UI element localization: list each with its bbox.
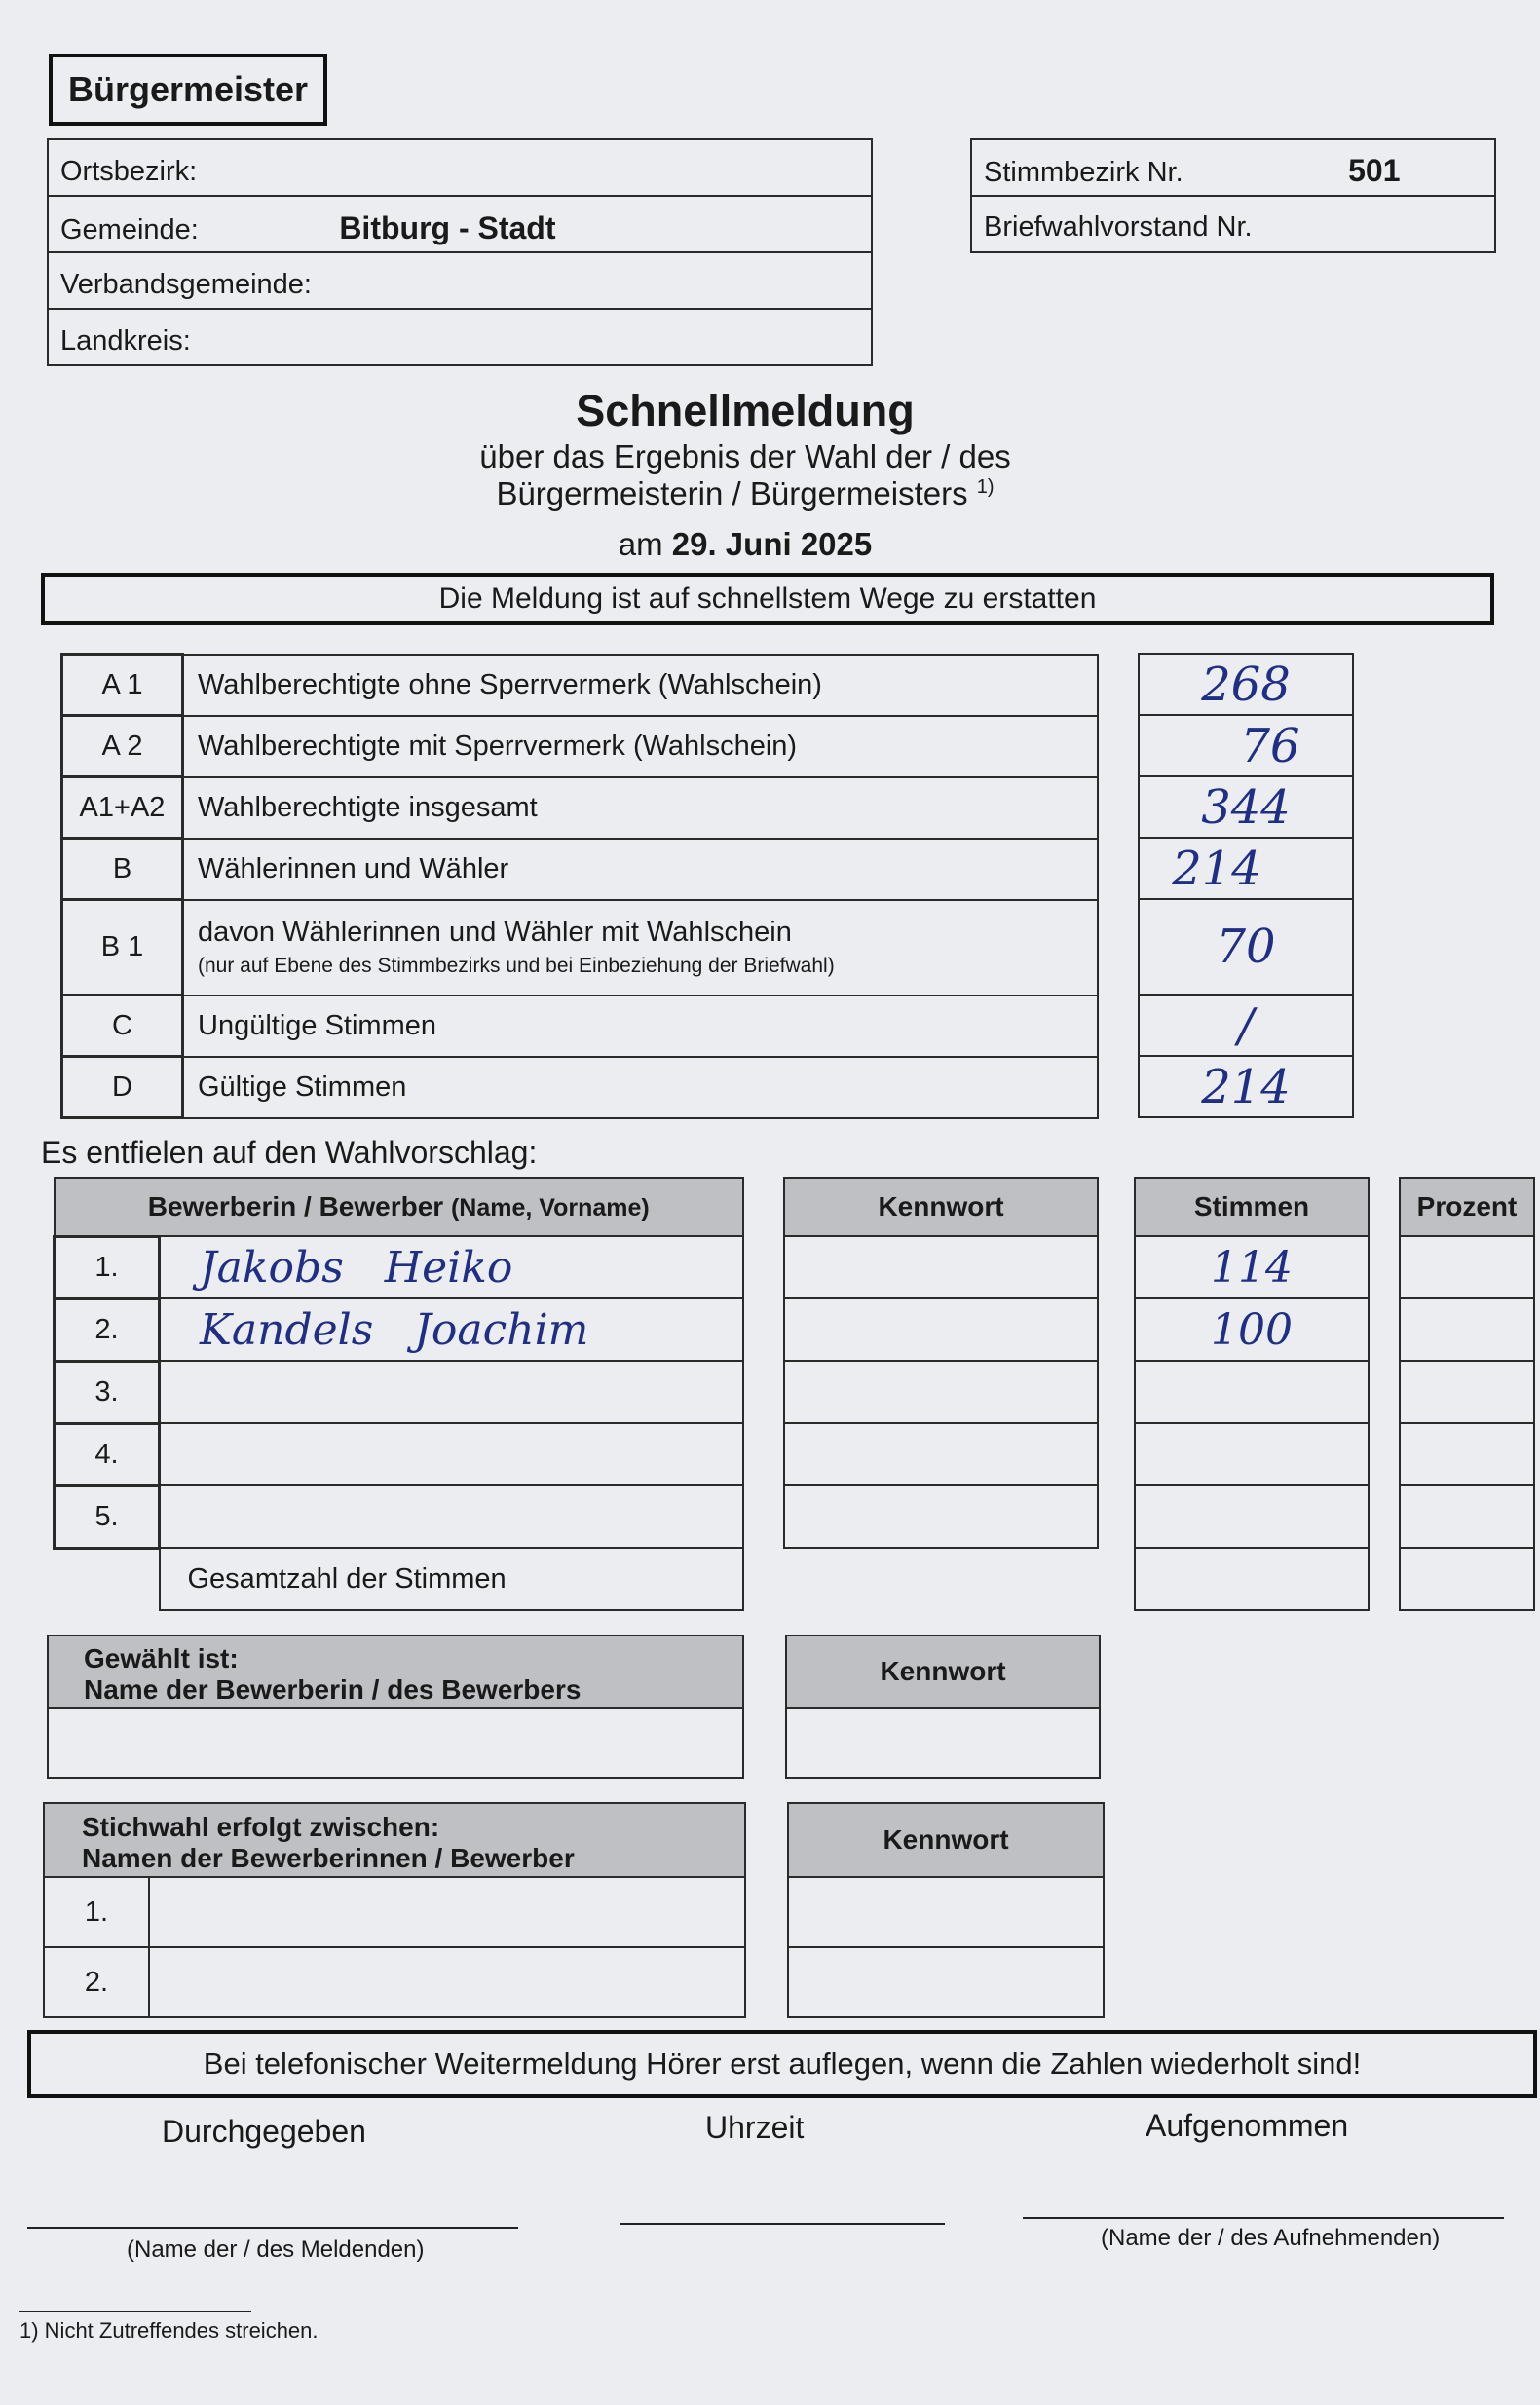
title-date-line bbox=[292, 526, 1198, 563]
count-label-cell bbox=[183, 900, 1099, 996]
title-line2-text: Bürgermeisterin / Bürgermeisters bbox=[496, 475, 968, 511]
page-title: Schnellmeldung bbox=[576, 386, 915, 435]
elected-kennwort-table bbox=[785, 1635, 1101, 1779]
footnote-divider bbox=[19, 2311, 251, 2312]
footnote: 1) Nicht Zutreffendes streichen. bbox=[19, 2318, 319, 2343]
elected-name-cell[interactable] bbox=[48, 1708, 743, 1778]
count-label: Ungültige Stimmen bbox=[183, 996, 1099, 1057]
total-label: Gesamtzahl der Stimmen bbox=[160, 1548, 744, 1610]
candidates-header bbox=[55, 1178, 744, 1236]
receiver-signature-line[interactable] bbox=[1023, 2217, 1504, 2219]
notice-bottom-text: Bei telefonischer Weitermeldung Hörer erst auflegen, wenn die Zahlen wiederholt sind! bbox=[203, 2047, 1362, 2081]
count-code: C bbox=[62, 996, 183, 1057]
runoff-table bbox=[43, 1802, 746, 2018]
prozent-cell[interactable] bbox=[1400, 1298, 1534, 1361]
count-row bbox=[62, 777, 1099, 839]
title-line1: über das Ergebnis der Wahl der / des bbox=[479, 438, 1011, 474]
candidates-table bbox=[53, 1177, 744, 1611]
runoff-kennwort-header: Kennwort bbox=[788, 1803, 1104, 1877]
district-row bbox=[971, 139, 1495, 196]
elected-header bbox=[48, 1635, 743, 1708]
stimmbezirk-value: 501 bbox=[1348, 152, 1401, 188]
runoff-no: 1. bbox=[44, 1877, 149, 1947]
runoff-subtitle: Namen der Bewerberinnen / Bewerber bbox=[82, 1843, 575, 1873]
district-label: Briefwahlvorstand Nr. bbox=[984, 210, 1253, 243]
counts-table bbox=[60, 653, 1099, 1119]
count-label: Wahlberechtigte mit Sperrvermerk (Wahlschein) bbox=[183, 716, 1099, 777]
prozent-cell[interactable] bbox=[1400, 1236, 1534, 1298]
candidate-name[interactable]: Jakobs Heiko bbox=[160, 1236, 744, 1298]
time-line[interactable] bbox=[620, 2223, 945, 2225]
title-line2 bbox=[292, 475, 1198, 512]
stimmen-cell[interactable]: 100 bbox=[1135, 1298, 1369, 1361]
candidate-name[interactable] bbox=[160, 1485, 744, 1548]
runoff-kennwort-table bbox=[787, 1802, 1105, 2018]
stimmen-cell[interactable]: 114 bbox=[1135, 1236, 1369, 1298]
date-prefix: am bbox=[618, 526, 663, 562]
candidate-name[interactable] bbox=[160, 1423, 744, 1485]
stimmen-total-cell[interactable] bbox=[1135, 1548, 1369, 1610]
count-label: Wahlberechtigte ohne Sperrvermerk (Wahlschein) bbox=[183, 655, 1099, 716]
location-label: Ortsbezirk: bbox=[60, 155, 198, 187]
notice-top bbox=[41, 573, 1494, 625]
count-value[interactable]: 344 bbox=[1139, 776, 1353, 838]
candidate-no: 5. bbox=[55, 1485, 160, 1548]
candidate-name[interactable]: Kandels Joachim bbox=[160, 1298, 744, 1361]
candidate-no: 3. bbox=[55, 1361, 160, 1423]
runoff-kennwort-cell[interactable] bbox=[788, 1947, 1104, 2017]
prozent-cell[interactable] bbox=[1400, 1361, 1534, 1423]
count-code: A 2 bbox=[62, 716, 183, 777]
candidate-row bbox=[55, 1361, 744, 1423]
count-label: davon Wählerinnen und Wähler mit Wahlschein bbox=[198, 917, 792, 948]
runoff-row bbox=[44, 1877, 745, 1947]
col-prozent: Prozent bbox=[1400, 1178, 1534, 1236]
prozent-total-cell[interactable] bbox=[1400, 1548, 1534, 1610]
kennwort-cell[interactable] bbox=[784, 1361, 1098, 1423]
col-stimmen: Stimmen bbox=[1135, 1178, 1369, 1236]
kennwort-cell[interactable] bbox=[784, 1298, 1098, 1361]
stimmen-cell[interactable] bbox=[1135, 1361, 1369, 1423]
runoff-kennwort-cell[interactable] bbox=[788, 1877, 1104, 1947]
candidate-no: 1. bbox=[55, 1236, 160, 1298]
elected-kennwort-cell[interactable] bbox=[786, 1708, 1100, 1778]
gemeinde-value: Bitburg - Stadt bbox=[339, 209, 556, 245]
count-code: A1+A2 bbox=[62, 777, 183, 839]
stimmen-cell[interactable] bbox=[1135, 1423, 1369, 1485]
prozent-cell[interactable] bbox=[1400, 1485, 1534, 1548]
kennwort-table bbox=[783, 1177, 1099, 1549]
count-code: D bbox=[62, 1057, 183, 1118]
col-name-label: Bewerberin / Bewerber bbox=[147, 1190, 444, 1221]
counts-values-table bbox=[1138, 653, 1354, 1118]
elected-table bbox=[47, 1635, 744, 1779]
receiver-caption: (Name der / des Aufnehmenden) bbox=[1101, 2225, 1441, 2251]
count-value[interactable]: 214 bbox=[1139, 838, 1353, 899]
elected-subtitle: Name der Bewerberin / des Bewerbers bbox=[84, 1674, 582, 1705]
kennwort-cell[interactable] bbox=[784, 1485, 1098, 1548]
role-title: Bürgermeister bbox=[67, 69, 309, 109]
count-value[interactable]: 214 bbox=[1139, 1056, 1353, 1117]
uhrzeit-label: Uhrzeit bbox=[705, 2110, 805, 2145]
candidate-row bbox=[55, 1298, 744, 1361]
col-name-suffix: (Name, Vorname) bbox=[450, 1193, 650, 1221]
runoff-row bbox=[44, 1947, 745, 2017]
elected-kennwort-header: Kennwort bbox=[786, 1635, 1100, 1708]
count-sublabel: (nur auf Ebene des Stimmbezirks und bei Einbeziehung der Briefwahl) bbox=[198, 955, 835, 977]
district-table bbox=[970, 138, 1496, 253]
candidate-row bbox=[55, 1236, 744, 1298]
district-row bbox=[971, 196, 1495, 252]
runoff-name-cell[interactable] bbox=[149, 1877, 745, 1947]
count-row bbox=[62, 716, 1099, 777]
votes-intro: Es entfielen auf den Wahlvorschlag: bbox=[41, 1135, 538, 1170]
role-box bbox=[49, 54, 327, 126]
stimmen-table bbox=[1134, 1177, 1370, 1611]
col-kennwort: Kennwort bbox=[784, 1178, 1098, 1236]
title-block bbox=[292, 386, 1198, 563]
location-table bbox=[47, 138, 873, 366]
location-label: Landkreis: bbox=[60, 324, 191, 357]
count-row bbox=[62, 996, 1099, 1057]
stimmen-cell[interactable] bbox=[1135, 1485, 1369, 1548]
elected-title: Gewählt ist: bbox=[84, 1643, 239, 1673]
count-value[interactable]: 70 bbox=[1139, 899, 1353, 995]
runoff-name-cell[interactable] bbox=[149, 1947, 745, 2017]
prozent-table bbox=[1399, 1177, 1535, 1611]
count-code: A 1 bbox=[62, 655, 183, 716]
candidate-row bbox=[55, 1423, 744, 1485]
candidate-no: 4. bbox=[55, 1423, 160, 1485]
location-row bbox=[48, 196, 872, 252]
kennwort-cell[interactable] bbox=[784, 1423, 1098, 1485]
sender-caption: (Name der / des Meldenden) bbox=[127, 2236, 425, 2263]
count-label: Wahlberechtigte insgesamt bbox=[183, 777, 1099, 839]
district-label: Stimmbezirk Nr. bbox=[984, 156, 1183, 188]
notice-top-text: Die Meldung ist auf schnellstem Wege zu erstatten bbox=[438, 582, 1097, 615]
count-value[interactable]: 76 bbox=[1139, 715, 1353, 776]
notice-bottom bbox=[27, 2030, 1537, 2098]
footnote-ref: 1) bbox=[976, 476, 995, 498]
election-date: 29. Juni 2025 bbox=[671, 526, 873, 562]
runoff-header bbox=[44, 1803, 745, 1877]
location-row bbox=[48, 252, 872, 309]
count-code: B bbox=[62, 839, 183, 900]
runoff-no: 2. bbox=[44, 1947, 149, 2017]
count-code: B 1 bbox=[62, 900, 183, 996]
candidate-no: 2. bbox=[55, 1298, 160, 1361]
count-row bbox=[62, 839, 1099, 900]
count-value[interactable]: / bbox=[1139, 995, 1353, 1056]
count-row bbox=[62, 655, 1099, 716]
candidate-row bbox=[55, 1485, 744, 1548]
count-row bbox=[62, 1057, 1099, 1118]
sender-signature-line[interactable] bbox=[27, 2227, 518, 2229]
location-label: Gemeinde: bbox=[60, 213, 199, 245]
prozent-cell[interactable] bbox=[1400, 1423, 1534, 1485]
count-value[interactable]: 268 bbox=[1139, 654, 1353, 715]
location-row bbox=[48, 139, 872, 196]
location-row bbox=[48, 309, 872, 365]
candidate-name[interactable] bbox=[160, 1361, 744, 1423]
aufgenommen-label: Aufgenommen bbox=[1146, 2108, 1349, 2143]
count-label: Wählerinnen und Wähler bbox=[183, 839, 1099, 900]
total-spacer bbox=[55, 1548, 160, 1610]
location-label: Verbandsgemeinde: bbox=[60, 268, 312, 300]
count-label: Gültige Stimmen bbox=[183, 1057, 1099, 1118]
kennwort-cell[interactable] bbox=[784, 1236, 1098, 1298]
runoff-title: Stichwahl erfolgt zwischen: bbox=[82, 1812, 440, 1842]
durchgegeben-label: Durchgegeben bbox=[162, 2114, 366, 2149]
count-row bbox=[62, 900, 1099, 996]
